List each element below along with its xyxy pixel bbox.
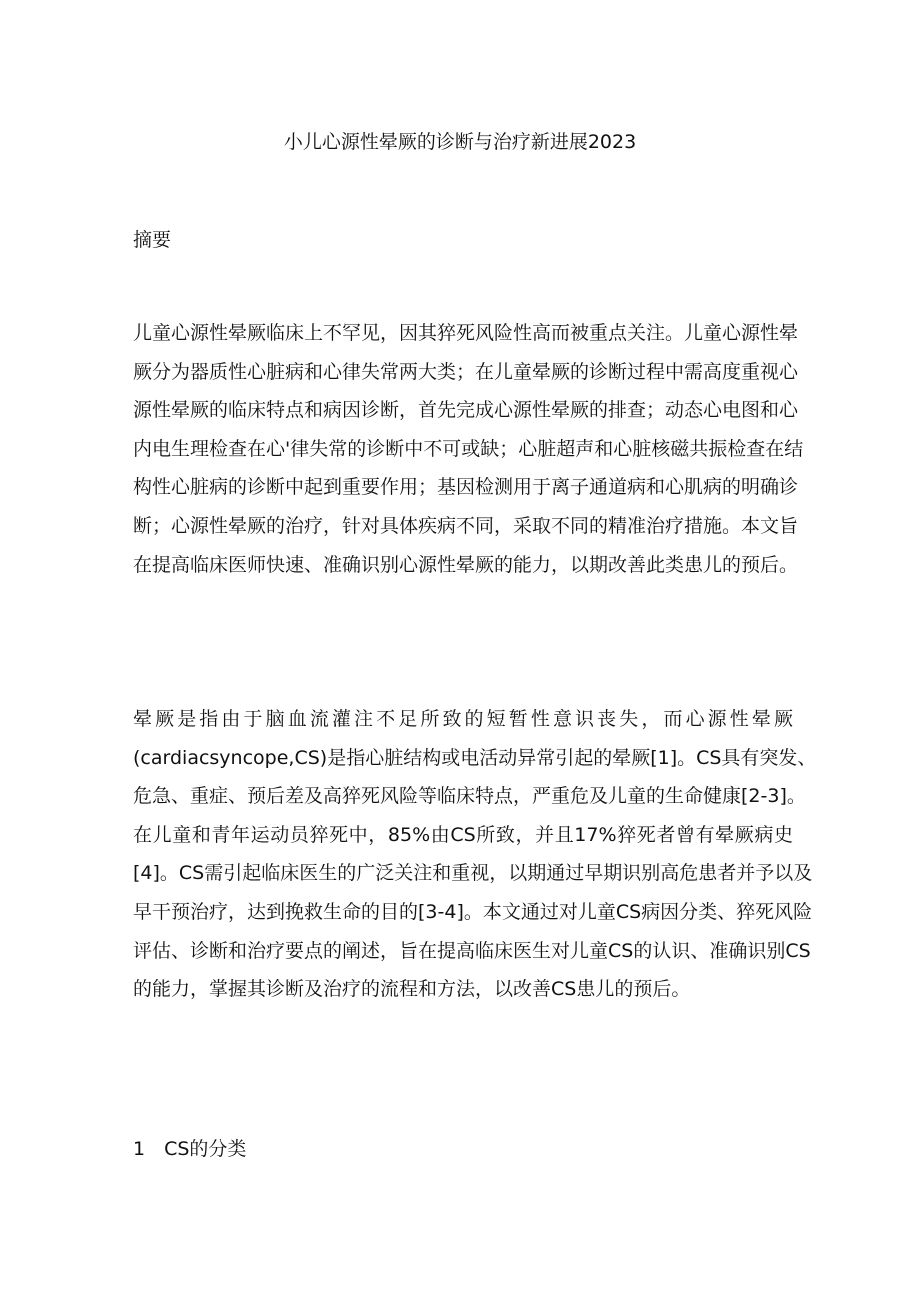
abstract-line: 厥分为器质性心脏病和心律失常两大类；在儿童晕厥的诊断过程中需高度重视心 — [133, 360, 799, 383]
abstract-line: 儿童心源性晕厥临床上不罕见，因其猝死风险性高而被重点关注。儿童心源性晕 — [133, 322, 799, 344]
intro-paragraph — [133, 700, 817, 1009]
intro-line: 危急、重症、预后差及高猝死风险等临床特点，严重危及儿童的生命健康[2-3]。 — [133, 785, 806, 808]
intro-line: 晕厥是指由于脑血流灌注不足所致的短暂性意识丧失，而心源性晕厥 — [133, 708, 793, 730]
abstract-line: 构性心脏病的诊断中起到重要作用；基因检测用于离子通道病和心肌病的明确诊 — [133, 476, 799, 499]
intro-line: 的能力，掌握其诊断及治疗的流程和方法，以改善CS患儿的预后。 — [133, 978, 691, 1001]
intro-line: (cardiacsyncope,CS)是指心脏结构或电活动异常引起的晕厥[1]。CS具有突发、 — [133, 746, 817, 769]
document-title: 小儿心源性晕厥的诊断与治疗新进展2023 — [283, 131, 637, 153]
abstract-line: 在提高临床医师快速、准确识别心源性晕厥的能力，以期改善此类患儿的预后。 — [133, 553, 799, 576]
abstract-paragraph — [133, 314, 804, 584]
intro-line: 评估、诊断和治疗要点的阐述，旨在提高临床医生对儿童CS的认识、准确识别CS — [133, 939, 811, 962]
abstract-line: 断；心源性晕厥的治疗，针对具体疾病不同，采取不同的精准治疗措施。本文旨 — [133, 514, 799, 537]
intro-line: [4]。CS需引起临床医生的广泛关注和重视，以期通过早期识别高危患者并予以及 — [133, 862, 813, 885]
intro-line: 在儿童和青年运动员猝死中，85%由CS所致，并且17%猝死者曾有晕厥病史 — [133, 823, 793, 846]
abstract-line: 内电生理检查在心'律失常的诊断中不可或缺；心脏超声和心脏核磁共振检查在结 — [133, 437, 804, 460]
intro-line: 早干预治疗，达到挽救生命的目的[3-4]。本文通过对儿童CS病因分类、猝死风险 — [133, 900, 813, 923]
abstract-heading: 摘要 — [133, 229, 172, 251]
section-1-heading: 1 CS的分类 — [133, 1138, 247, 1160]
abstract-line: 源性晕厥的临床特点和病因诊断，首先完成心源性晕厥的排查；动态心电图和心 — [133, 399, 799, 422]
